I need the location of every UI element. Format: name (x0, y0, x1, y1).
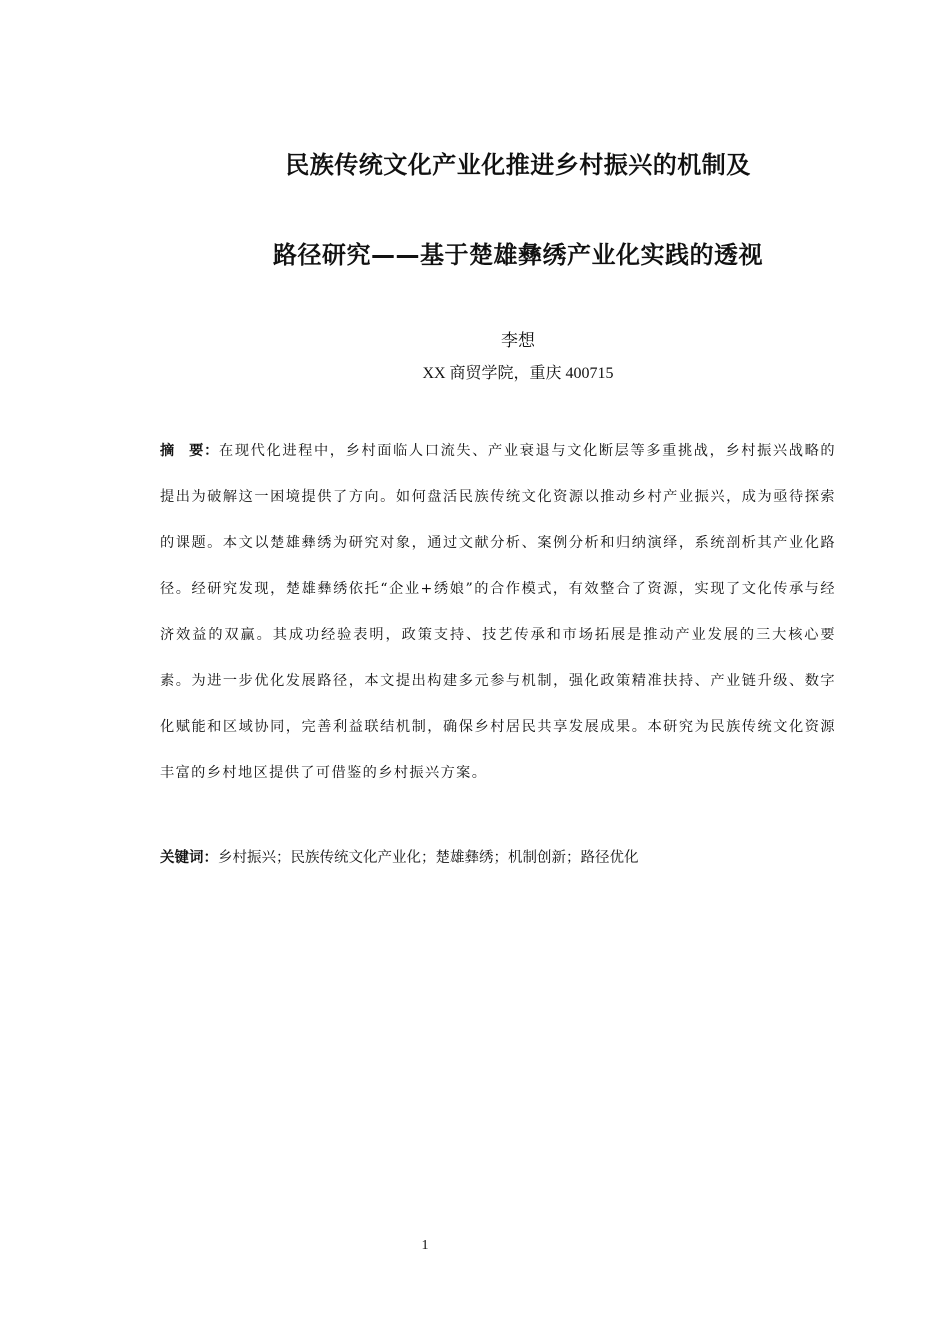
author-affiliation: XX 商贸学院，重庆 400715 (422, 365, 614, 382)
keywords-text: 乡村振兴；民族传统文化产业化；楚雄彝绣；机制创新；路径优化 (218, 850, 639, 866)
abstract-label (160, 443, 219, 459)
abstract-label-char2: 要： (188, 443, 220, 459)
abstract-label-char1: 摘 (160, 443, 175, 459)
keywords-label: 关键词： (160, 850, 218, 866)
author-name: 李想 (501, 331, 535, 351)
abstract (160, 428, 836, 796)
paper-title-line-2: 路径研究——基于楚雄彝绣产业化实践的透视 (273, 241, 763, 269)
page-number: 1 (421, 1238, 429, 1253)
keywords (160, 845, 836, 871)
abstract-text: 在现代化进程中，乡村面临人口流失、产业衰退与文化断层等多重挑战，乡村振兴战略的提出为破解这一困境提供了方向。如何盘活民族传统文化资源以推动乡村产业振兴，成为亟待探索的课题。本文以楚雄彝绣为研究对象，通过文献分析、案例分析和归纳演绎，系统剖析其产业化路径。经研究发现，楚雄彝绣依托“企业+绣娘”的合作模式，有效整合了资源，实现了文化传承与经济效益的双赢。其成功经验表明，政策支持、技艺传承和市场拓展是推动产业发展的三大核心要素。为进一步优化发展路径，本文提出构建多元参与机制，强化政策精准扶持、产业链升级、数字化赋能和区域协同，完善利益联结机制，确保乡村居民共享发展成果。本研究为民族传统文化资源丰富的乡村地区提供了可借鉴的乡村振兴方案。 (160, 443, 836, 781)
paper-title-line-1: 民族传统文化产业化推进乡村振兴的机制及 (285, 151, 751, 179)
